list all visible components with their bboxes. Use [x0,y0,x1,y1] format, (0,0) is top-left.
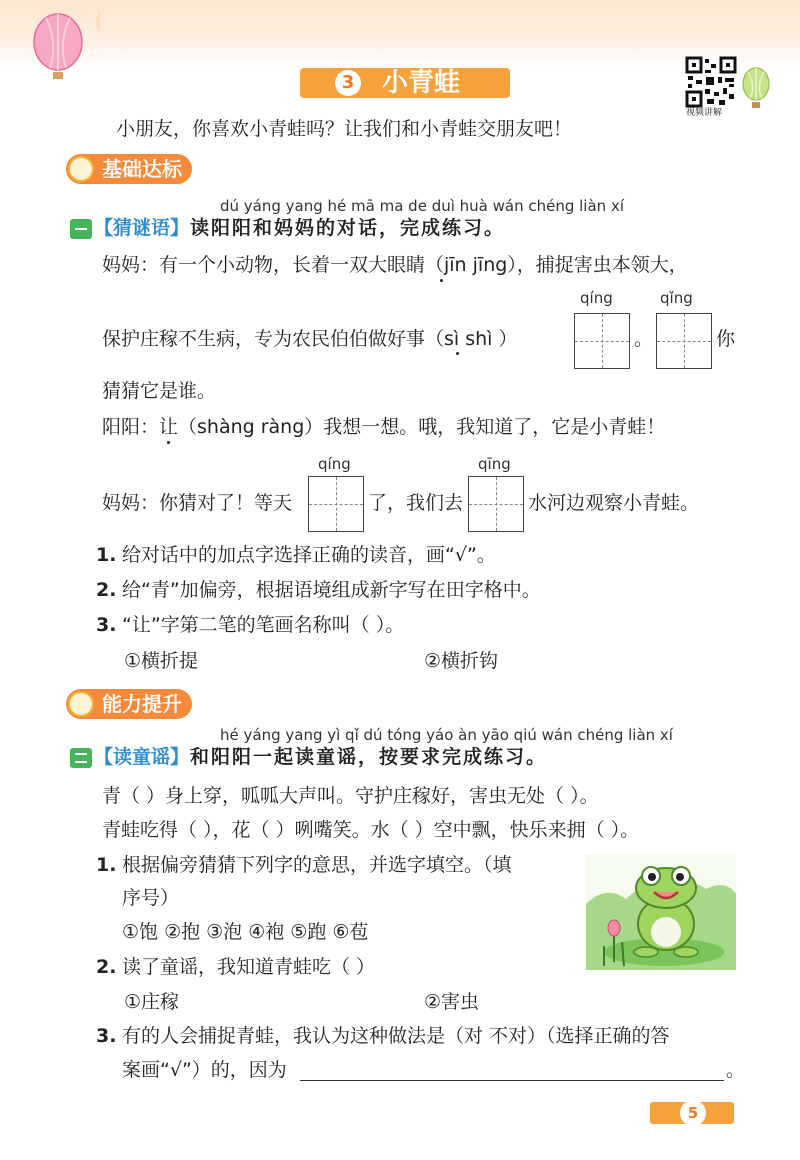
q1-sub2-number: 2. [96,579,117,601]
notebook-icon [68,691,94,717]
q2-rhyme-line1: 青（ ）身上穿，呱呱大声叫。守护庄稼好，害虫无处（ ）。 [102,785,599,807]
q1-line2-end: 你 [716,328,736,350]
q2-tag: 【读童谣】 [94,746,190,768]
emphasis-dot [167,441,170,444]
q1-sub3: “让”字第二笔的笔画名称叫（ ）。 [122,614,405,636]
q2-sub3: 有的人会捕捉青蛙，我认为这种做法是（对 不对）（选择正确的答 [122,1025,670,1047]
q1-line2: 保护庄稼不生病，专为农民伯伯做好事（sì shì ） [102,328,518,350]
q2-instruction: 和阳阳一起读童谣，按要求完成练习。 [190,746,548,768]
tianzige-box-2[interactable] [656,313,712,369]
emphasis-dot [440,279,443,282]
q2-sub1-number: 1. [96,854,117,876]
q1-sub1-number: 1. [96,544,117,566]
lesson-title: 小青蛙 [382,68,461,98]
q2-sub3-number: 3. [96,1025,117,1047]
q2-sub3-period: 。 [726,1059,746,1081]
q2-sub3-cont: 案画“√”）的，因为 [122,1059,287,1081]
q2-sub1-cont: 序号） [122,887,180,909]
emphasis-dot [456,352,459,355]
section-title-basic: 基础达标 [102,157,182,181]
q1-line5a: 妈妈：你猜对了！等天 [102,492,293,514]
q1-line5b: 了，我们去 [368,492,464,514]
q2-option-2[interactable]: ②害虫 [424,991,480,1013]
q1-line5c: 水河边观察小青蛙。 [528,492,700,514]
q1-pinyin: dú yáng yang hé mā ma de duì huà wán chéng liàn xí [220,197,624,215]
qr-code-icon[interactable] [685,56,737,108]
q1-instruction: 读阳阳和妈妈的对话，完成练习。 [190,217,506,239]
q1-number-icon [70,219,92,239]
q2-number-icon [70,748,92,768]
q2-sub2: 读了童谣，我知道青蛙吃（ ） [122,956,376,978]
q1-option-1[interactable]: ①横折提 [124,650,199,672]
q2-rhyme-line2: 青蛙吃得（ ），花（ ）咧嘴笑。水（ ）空中飘，快乐来拥（ ）。 [102,819,640,841]
balloon-illustration [20,0,100,80]
q2-choices: ①饱 ②抱 ③泡 ④袍 ⑤跑 ⑥苞 [122,921,369,943]
section-title-advanced: 能力提升 [102,692,182,716]
q2-sub1: 根据偏旁猜猜下列字的意思，并选字填空。（填 [122,854,512,876]
q1-line4: 阳阳：让（shàng ràng）我想一想。哦，我知道了，它是小青蛙！ [102,416,666,438]
q1-sub2: 给“青”加偏旁，根据语境组成新字写在田字格中。 [122,579,541,601]
q2-pinyin: hé yáng yang yì qǐ dú tóng yáo àn yāo qiú wán chéng liàn xí [220,726,673,744]
q2-option-1[interactable]: ①庄稼 [124,991,180,1013]
answer-blank-line[interactable] [300,1080,724,1081]
q1-option-2[interactable]: ②横折钩 [424,650,499,672]
top-banner [0,0,800,70]
page-number: 5 [680,1100,706,1126]
grid1-pinyin: qíng [580,289,613,307]
tianzige-box-4[interactable] [468,476,524,532]
intro-text: 小朋友，你喜欢小青蛙吗？让我们和小青蛙交朋友吧！ [116,118,573,140]
balloon-small-illustration [738,66,778,116]
grid2-pinyin: qǐng [660,289,693,307]
q1-sub1: 给对话中的加点字选择正确的读音，画“√”。 [122,544,496,566]
medal-icon [68,156,94,182]
q1-line1: 妈妈：有一个小动物，长着一双大眼睛（jīn jīng），捕捉害虫本领大， [102,254,688,276]
q1-line2-period: 。 [634,328,654,350]
grid3-pinyin: qíng [318,455,351,473]
qr-caption: 视频讲解 [686,108,723,118]
q1-sub3-number: 3. [96,614,117,636]
q1-tag: 【猜谜语】 [94,217,190,239]
lesson-number: 3 [335,70,361,96]
tianzige-box-1[interactable] [574,313,630,369]
section-badge-basic [66,154,192,184]
q2-sub2-number: 2. [96,956,117,978]
q1-line3: 猜猜它是谁。 [102,380,217,402]
tianzige-box-3[interactable] [308,476,364,532]
grid4-pinyin: qīng [478,455,511,473]
frog-illustration [586,854,736,970]
section-badge-advanced [66,689,192,719]
